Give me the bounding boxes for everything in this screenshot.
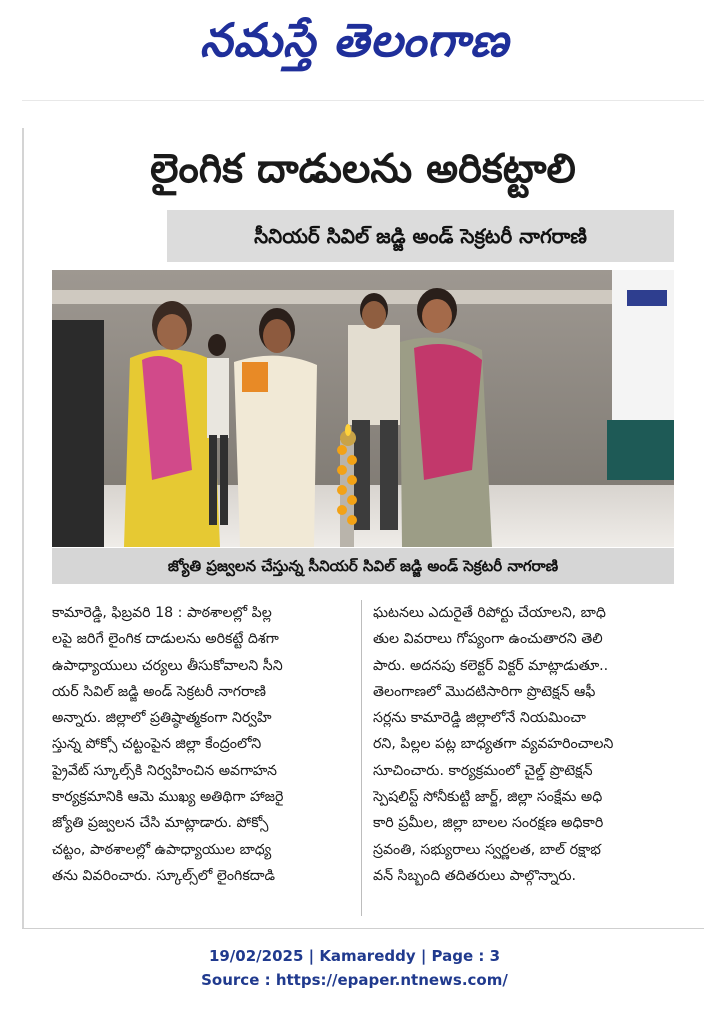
article-text-line: పారు. అదనపు కలెక్టర్ విక్టర్ మాట్లాడుతూ.. — [373, 657, 609, 674]
column-divider — [361, 600, 362, 916]
article-subheadline: సీనియర్ సివిల్ జడ్జి అండ్ సెక్రటరీ నాగరాణి — [254, 224, 587, 248]
bottom-divider — [22, 928, 704, 929]
article-column-right — [373, 600, 675, 889]
article-text-line: స్తున్న పోక్సో చట్టంపైన జిల్లా కేంద్రంలోని — [52, 736, 262, 753]
article-text-line: స్రవంతి, సభ్యురాలు స్వర్ణలత, బాల్ రక్షాభ — [373, 841, 601, 858]
article-text-line: తను వివరించారు. స్కూల్స్‌లో లైంగికదాడి — [52, 867, 275, 884]
article-text-line: జ్యోతి ప్రజ్వలన చేసి మాట్లాడారు. పోక్సో — [52, 815, 269, 832]
event-photo — [52, 270, 674, 547]
article-text-line: కారి ప్రమీల, జిల్లా బాలల సంరక్షణ అధికారి — [373, 815, 604, 832]
article-text-line: వన్ సిబ్బంది తదితరులు పాల్గొన్నారు. — [373, 867, 577, 884]
article-headline: లైంగిక దాడులను అరికట్టాలి — [150, 146, 576, 192]
article-text-line: స్పెషలిస్ట్ సోనీకుట్టి జార్జ్, జిల్లా సంక్షేమ అధి — [373, 789, 603, 806]
article-text-line: కార్యక్రమానికి ఆమె ముఖ్య అతిథిగా హాజరై — [52, 789, 284, 806]
top-divider — [22, 100, 704, 101]
article-text-line: అన్నారు. జిల్లాలో ప్రతిష్ఠాత్మకంగా నిర్వహి — [52, 710, 272, 727]
article-text-line: తుల వివరాలు గోప్యంగా ఉంచుతారని తెలి — [373, 631, 603, 648]
article-column-left — [52, 600, 354, 889]
lamp-lighting-illustration — [52, 270, 674, 547]
article-text-line: లపై జరిగే లైంగిక దాడులను అరికట్టే దిశగా — [52, 631, 279, 648]
edition-info: 19/02/2025 | Kamareddy | Page : 3 — [208, 947, 501, 965]
article-text-line: రని, పిల్లల పట్ల బాధ్యతగా వ్యవహరించాలని — [373, 736, 614, 753]
article-text-line: సూచించారు. కార్యక్రమంలో చైల్డ్ ప్రొటెక్షన్ — [373, 762, 593, 779]
source-link[interactable]: Source : https://epaper.ntnews.com/ — [201, 971, 508, 989]
left-border-rule — [22, 128, 24, 928]
article-text-line: ఉపాధ్యాయులు చర్యలు తీసుకోవాలని సీని — [52, 657, 283, 674]
article-text-line: తెలంగాణలో మొదటిసారిగా ప్రొటెక్షన్ ఆఫీ — [373, 683, 596, 700]
article-text-line: ఘటనలు ఎదురైతే రిపోర్టు చేయాలని, బాధి — [373, 605, 606, 621]
article-text-line: యర్ సివిల్ జడ్జి అండ్ సెక్రటరీ నాగరాణి — [52, 683, 266, 700]
article-text-line: కామారెడ్డి, ఫిబ్రవరి 18 : పాఠశాలల్లో పిల్ల — [52, 605, 272, 621]
article-text-line: చట్టం, పాఠశాలల్లో ఉపాధ్యాయుల బాధ్య — [52, 841, 272, 858]
photo-caption: జ్యోతి ప్రజ్వలన చేస్తున్న సీనియర్ సివిల్ జడ్జి అండ్ సెక్రటరీ నాగరాణి — [52, 548, 674, 584]
article-text-line: సర్లను కామారెడ్డి జిల్లాలోనే నియమించా — [373, 710, 586, 727]
article-text-line: ప్రైవేట్ స్కూల్స్‌కి నిర్వహించిన అవగాహన — [52, 762, 277, 779]
newspaper-masthead: నమస్తే తెలంగాణ — [199, 13, 510, 67]
